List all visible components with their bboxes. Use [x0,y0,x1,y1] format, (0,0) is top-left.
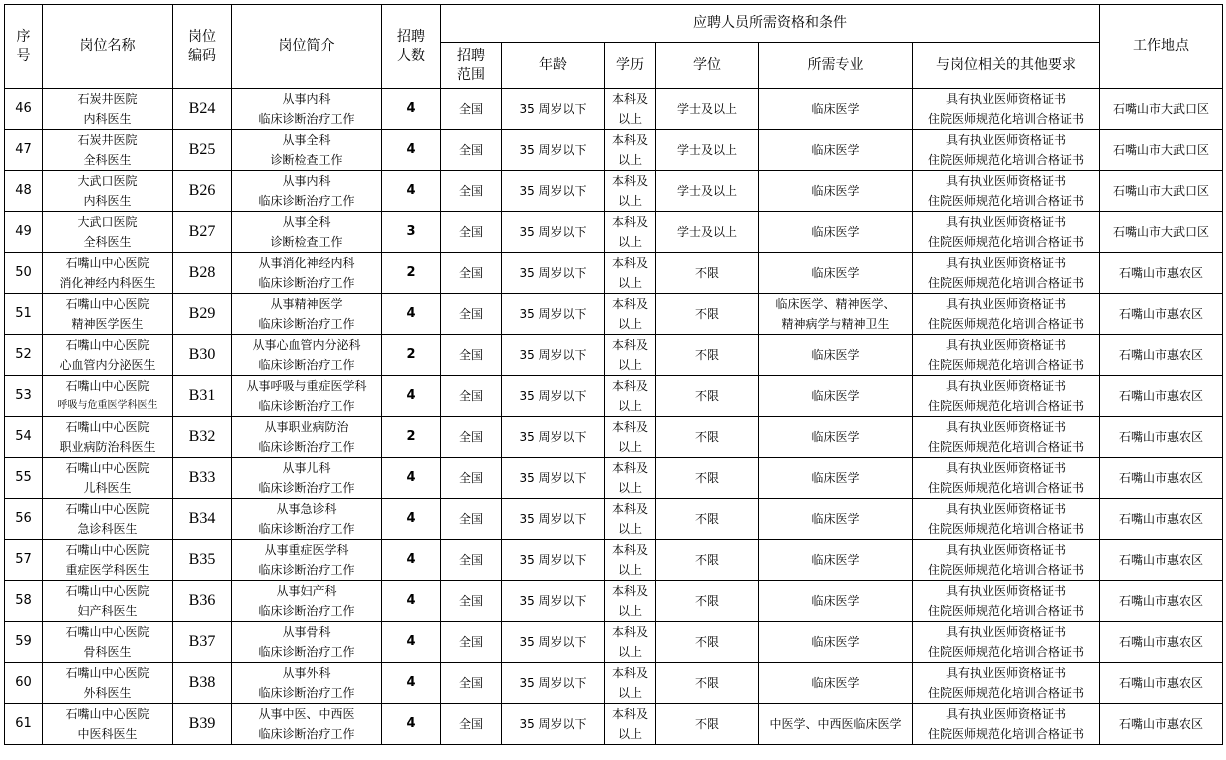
table-row [5,335,1223,376]
cell-location: 石嘴山市惠农区 [1100,663,1223,704]
cell-recruit-count: 2 [382,335,441,376]
cell-scope: 全国 [441,376,502,417]
cell-location: 石嘴山市惠农区 [1100,253,1223,294]
cell-position-intro: 从事职业病防治 临床诊断治疗工作 [232,417,382,458]
cell-other-requirements: 具有执业医师资格证书 住院医师规范化培训合格证书 [913,130,1100,171]
cell-degree: 不限 [656,294,759,335]
cell-degree: 学士及以上 [656,89,759,130]
cell-seq: 52 [5,335,43,376]
cell-degree: 不限 [656,458,759,499]
cell-education: 本科及 以上 [605,581,656,622]
cell-major: 中医学、中西医临床医学 [759,704,913,745]
cell-degree: 不限 [656,376,759,417]
cell-education: 本科及 以上 [605,376,656,417]
cell-position-intro: 从事重症医学科 临床诊断治疗工作 [232,540,382,581]
cell-degree: 不限 [656,663,759,704]
cell-age: 35 周岁以下 [502,581,605,622]
table-row [5,171,1223,212]
cell-position-intro: 从事全科 诊断检查工作 [232,212,382,253]
cell-position-intro: 从事全科 诊断检查工作 [232,130,382,171]
cell-position-code: B30 [173,335,232,376]
cell-seq: 59 [5,622,43,663]
cell-position-name: 大武口医院 内科医生 [43,171,173,212]
cell-major: 临床医学 [759,171,913,212]
cell-position-name: 石嘴山中心医院 妇产科医生 [43,581,173,622]
cell-position-intro: 从事内科 临床诊断治疗工作 [232,171,382,212]
cell-position-code: B28 [173,253,232,294]
header-major: 所需专业 [759,43,913,89]
cell-recruit-count: 4 [382,540,441,581]
cell-position-code: B37 [173,622,232,663]
cell-other-requirements: 具有执业医师资格证书 住院医师规范化培训合格证书 [913,499,1100,540]
cell-age: 35 周岁以下 [502,294,605,335]
table-row [5,663,1223,704]
cell-position-name: 石嘴山中心医院 骨科医生 [43,622,173,663]
cell-position-intro: 从事妇产科 临床诊断治疗工作 [232,581,382,622]
cell-age: 35 周岁以下 [502,376,605,417]
cell-position-name: 石嘴山中心医院 心血管内分泌医生 [43,335,173,376]
cell-recruit-count: 4 [382,499,441,540]
cell-seq: 51 [5,294,43,335]
cell-education: 本科及 以上 [605,212,656,253]
cell-seq: 48 [5,171,43,212]
cell-position-name: 石嘴山中心医院 呼吸与危重医学科医生 [43,376,173,417]
cell-scope: 全国 [441,417,502,458]
cell-scope: 全国 [441,622,502,663]
cell-degree: 不限 [656,622,759,663]
cell-position-code: B31 [173,376,232,417]
cell-scope: 全国 [441,212,502,253]
cell-major: 临床医学 [759,130,913,171]
cell-major: 临床医学 [759,540,913,581]
cell-location: 石嘴山市大武口区 [1100,89,1223,130]
cell-scope: 全国 [441,581,502,622]
cell-location: 石嘴山市惠农区 [1100,417,1223,458]
cell-location: 石嘴山市惠农区 [1100,581,1223,622]
cell-recruit-count: 4 [382,89,441,130]
cell-degree: 学士及以上 [656,212,759,253]
table-row [5,581,1223,622]
cell-major: 临床医学 [759,663,913,704]
table-row [5,417,1223,458]
cell-position-code: B39 [173,704,232,745]
cell-degree: 不限 [656,704,759,745]
cell-other-requirements: 具有执业医师资格证书 住院医师规范化培训合格证书 [913,540,1100,581]
cell-position-intro: 从事儿科 临床诊断治疗工作 [232,458,382,499]
table-row [5,212,1223,253]
cell-other-requirements: 具有执业医师资格证书 住院医师规范化培训合格证书 [913,171,1100,212]
cell-recruit-count: 2 [382,253,441,294]
cell-recruit-count: 4 [382,663,441,704]
cell-degree: 学士及以上 [656,130,759,171]
cell-position-name: 石炭井医院 内科医生 [43,89,173,130]
header-other-requirements: 与岗位相关的其他要求 [913,43,1100,89]
header-qualifications: 应聘人员所需资格和条件 [441,5,1100,43]
cell-location: 石嘴山市惠农区 [1100,704,1223,745]
cell-position-name: 石嘴山中心医院 外科医生 [43,663,173,704]
cell-degree: 不限 [656,499,759,540]
cell-other-requirements: 具有执业医师资格证书 住院医师规范化培训合格证书 [913,376,1100,417]
cell-recruit-count: 4 [382,130,441,171]
cell-other-requirements: 具有执业医师资格证书 住院医师规范化培训合格证书 [913,294,1100,335]
cell-major: 临床医学 [759,499,913,540]
cell-position-name: 石嘴山中心医院 急诊科医生 [43,499,173,540]
cell-location: 石嘴山市惠农区 [1100,294,1223,335]
table-row [5,458,1223,499]
table-row [5,253,1223,294]
cell-position-code: B33 [173,458,232,499]
cell-age: 35 周岁以下 [502,499,605,540]
cell-position-name: 石嘴山中心医院 精神医学医生 [43,294,173,335]
header-scope: 招聘 范围 [441,43,502,89]
cell-age: 35 周岁以下 [502,540,605,581]
cell-other-requirements: 具有执业医师资格证书 住院医师规范化培训合格证书 [913,417,1100,458]
cell-other-requirements: 具有执业医师资格证书 住院医师规范化培训合格证书 [913,622,1100,663]
cell-scope: 全国 [441,294,502,335]
cell-degree: 不限 [656,253,759,294]
cell-seq: 49 [5,212,43,253]
cell-scope: 全国 [441,335,502,376]
cell-education: 本科及 以上 [605,499,656,540]
cell-major: 临床医学 [759,581,913,622]
header-degree: 学位 [656,43,759,89]
cell-recruit-count: 4 [382,581,441,622]
cell-degree: 不限 [656,581,759,622]
cell-location: 石嘴山市惠农区 [1100,622,1223,663]
cell-seq: 55 [5,458,43,499]
cell-major: 临床医学 [759,417,913,458]
cell-other-requirements: 具有执业医师资格证书 住院医师规范化培训合格证书 [913,663,1100,704]
cell-education: 本科及 以上 [605,294,656,335]
header-age: 年龄 [502,43,605,89]
cell-scope: 全国 [441,253,502,294]
cell-position-code: B26 [173,171,232,212]
cell-education: 本科及 以上 [605,663,656,704]
cell-position-name: 大武口医院 全科医生 [43,212,173,253]
cell-recruit-count: 3 [382,212,441,253]
cell-education: 本科及 以上 [605,335,656,376]
cell-seq: 61 [5,704,43,745]
cell-position-code: B27 [173,212,232,253]
cell-age: 35 周岁以下 [502,130,605,171]
table-row [5,89,1223,130]
cell-seq: 47 [5,130,43,171]
cell-degree: 不限 [656,417,759,458]
cell-position-intro: 从事内科 临床诊断治疗工作 [232,89,382,130]
table-row [5,622,1223,663]
cell-other-requirements: 具有执业医师资格证书 住院医师规范化培训合格证书 [913,458,1100,499]
cell-recruit-count: 2 [382,417,441,458]
cell-major: 临床医学 [759,335,913,376]
table-row [5,704,1223,745]
cell-position-intro: 从事中医、中西医 临床诊断治疗工作 [232,704,382,745]
cell-major: 临床医学 [759,89,913,130]
cell-seq: 58 [5,581,43,622]
table-row [5,499,1223,540]
cell-age: 35 周岁以下 [502,253,605,294]
cell-scope: 全国 [441,540,502,581]
cell-location: 石嘴山市惠农区 [1100,376,1223,417]
cell-position-code: B32 [173,417,232,458]
cell-seq: 46 [5,89,43,130]
cell-age: 35 周岁以下 [502,663,605,704]
cell-degree: 不限 [656,335,759,376]
cell-scope: 全国 [441,89,502,130]
cell-other-requirements: 具有执业医师资格证书 住院医师规范化培训合格证书 [913,212,1100,253]
cell-position-intro: 从事呼吸与重症医学科 临床诊断治疗工作 [232,376,382,417]
cell-education: 本科及 以上 [605,622,656,663]
cell-location: 石嘴山市惠农区 [1100,335,1223,376]
cell-degree: 不限 [656,540,759,581]
cell-location: 石嘴山市大武口区 [1100,171,1223,212]
cell-age: 35 周岁以下 [502,458,605,499]
cell-scope: 全国 [441,458,502,499]
cell-position-code: B35 [173,540,232,581]
table-row [5,130,1223,171]
cell-recruit-count: 4 [382,704,441,745]
cell-scope: 全国 [441,171,502,212]
cell-location: 石嘴山市大武口区 [1100,212,1223,253]
cell-position-code: B36 [173,581,232,622]
table-row [5,376,1223,417]
header-position-code: 岗位 编码 [173,5,232,89]
cell-seq: 57 [5,540,43,581]
cell-position-intro: 从事精神医学 临床诊断治疗工作 [232,294,382,335]
cell-recruit-count: 4 [382,294,441,335]
cell-major: 临床医学 [759,212,913,253]
cell-recruit-count: 4 [382,171,441,212]
cell-degree: 学士及以上 [656,171,759,212]
cell-seq: 53 [5,376,43,417]
cell-education: 本科及 以上 [605,417,656,458]
cell-major: 临床医学 [759,458,913,499]
cell-location: 石嘴山市大武口区 [1100,130,1223,171]
cell-position-code: B29 [173,294,232,335]
cell-other-requirements: 具有执业医师资格证书 住院医师规范化培训合格证书 [913,704,1100,745]
cell-position-intro: 从事骨科 临床诊断治疗工作 [232,622,382,663]
cell-position-code: B25 [173,130,232,171]
cell-education: 本科及 以上 [605,458,656,499]
cell-education: 本科及 以上 [605,130,656,171]
cell-other-requirements: 具有执业医师资格证书 住院医师规范化培训合格证书 [913,581,1100,622]
cell-other-requirements: 具有执业医师资格证书 住院医师规范化培训合格证书 [913,335,1100,376]
cell-education: 本科及 以上 [605,540,656,581]
cell-major: 临床医学 [759,622,913,663]
header-position-name: 岗位名称 [43,5,173,89]
cell-age: 35 周岁以下 [502,89,605,130]
cell-scope: 全国 [441,130,502,171]
cell-education: 本科及 以上 [605,171,656,212]
header-education: 学历 [605,43,656,89]
table-row [5,294,1223,335]
cell-seq: 60 [5,663,43,704]
table-row [5,540,1223,581]
cell-recruit-count: 4 [382,458,441,499]
cell-location: 石嘴山市惠农区 [1100,540,1223,581]
cell-position-name: 石嘴山中心医院 中医科医生 [43,704,173,745]
recruitment-table [4,4,1223,745]
cell-age: 35 周岁以下 [502,212,605,253]
cell-position-intro: 从事急诊科 临床诊断治疗工作 [232,499,382,540]
cell-scope: 全国 [441,704,502,745]
cell-scope: 全国 [441,663,502,704]
cell-education: 本科及 以上 [605,89,656,130]
cell-recruit-count: 4 [382,376,441,417]
cell-location: 石嘴山市惠农区 [1100,499,1223,540]
cell-seq: 56 [5,499,43,540]
cell-other-requirements: 具有执业医师资格证书 住院医师规范化培训合格证书 [913,89,1100,130]
cell-seq: 54 [5,417,43,458]
cell-scope: 全国 [441,499,502,540]
cell-education: 本科及 以上 [605,704,656,745]
cell-age: 35 周岁以下 [502,622,605,663]
header-recruit-count: 招聘 人数 [382,5,441,89]
cell-location: 石嘴山市惠农区 [1100,458,1223,499]
cell-education: 本科及 以上 [605,253,656,294]
cell-position-name: 石嘴山中心医院 消化神经内科医生 [43,253,173,294]
cell-age: 35 周岁以下 [502,335,605,376]
cell-position-intro: 从事消化神经内科 临床诊断治疗工作 [232,253,382,294]
cell-position-intro: 从事外科 临床诊断治疗工作 [232,663,382,704]
cell-recruit-count: 4 [382,622,441,663]
cell-other-requirements: 具有执业医师资格证书 住院医师规范化培训合格证书 [913,253,1100,294]
cell-position-code: B38 [173,663,232,704]
cell-position-name: 石嘴山中心医院 儿科医生 [43,458,173,499]
cell-position-code: B24 [173,89,232,130]
cell-position-intro: 从事心血管内分泌科 临床诊断治疗工作 [232,335,382,376]
cell-major: 临床医学 [759,376,913,417]
cell-position-name: 石炭井医院 全科医生 [43,130,173,171]
header-seq: 序 号 [5,5,43,89]
cell-major: 临床医学 [759,253,913,294]
cell-age: 35 周岁以下 [502,417,605,458]
header-position-intro: 岗位简介 [232,5,382,89]
cell-age: 35 周岁以下 [502,704,605,745]
cell-major: 临床医学、精神医学、 精神病学与精神卫生 [759,294,913,335]
cell-seq: 50 [5,253,43,294]
cell-age: 35 周岁以下 [502,171,605,212]
cell-position-code: B34 [173,499,232,540]
header-location: 工作地点 [1100,5,1223,89]
cell-position-name: 石嘴山中心医院 重症医学科医生 [43,540,173,581]
cell-position-name: 石嘴山中心医院 职业病防治科医生 [43,417,173,458]
